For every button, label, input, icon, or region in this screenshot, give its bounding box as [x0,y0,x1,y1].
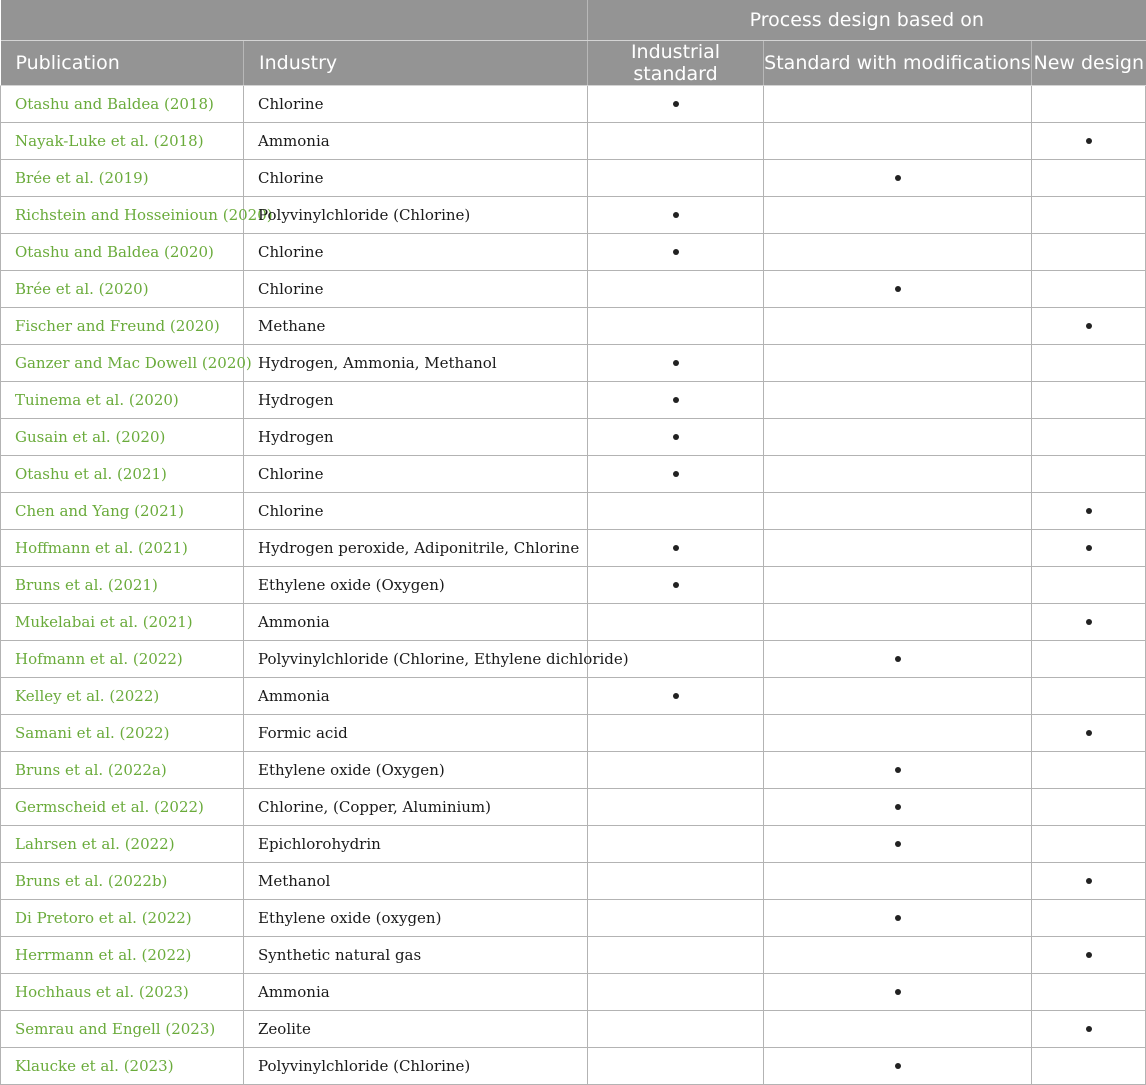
table-row [1,233,1146,270]
cell-standard-with-modifications [764,714,1032,751]
cell-industrial-standard [588,270,764,307]
industry-cell: Polyvinylchloride (Chlorine) [244,196,588,233]
cell-standard-with-modifications [764,492,1032,529]
cell-standard-with-modifications [764,1047,1032,1084]
bullet-mark-icon [1086,138,1092,144]
publication-link[interactable]: Hochhaus et al. (2023) [1,973,244,1010]
bullet-mark-icon [895,656,901,662]
table-row [1,788,1146,825]
cell-standard-with-modifications [764,899,1032,936]
cell-industrial-standard [588,307,764,344]
industry-cell: Polyvinylchloride (Chlorine, Ethylene dichloride) [244,640,588,677]
cell-new-design [1032,196,1146,233]
cell-standard-with-modifications [764,233,1032,270]
table-row [1,1047,1146,1084]
table-row [1,307,1146,344]
cell-industrial-standard [588,677,764,714]
cell-industrial-standard [588,899,764,936]
industry-cell: Methanol [244,862,588,899]
publication-link[interactable]: Richstein and Hosseinioun (2020) [1,196,244,233]
publication-link[interactable]: Gusain et al. (2020) [1,418,244,455]
table-row [1,122,1146,159]
cell-new-design [1032,492,1146,529]
industry-cell: Ethylene oxide (Oxygen) [244,751,588,788]
bullet-mark-icon [1086,730,1092,736]
industry-cell: Chlorine [244,159,588,196]
table-row [1,973,1146,1010]
cell-new-design [1032,270,1146,307]
industry-cell: Chlorine, (Copper, Aluminium) [244,788,588,825]
table-row [1,529,1146,566]
cell-new-design [1032,529,1146,566]
publication-link[interactable]: Otashu and Baldea (2020) [1,233,244,270]
cell-industrial-standard [588,492,764,529]
cell-industrial-standard [588,936,764,973]
cell-new-design [1032,344,1146,381]
table-row [1,825,1146,862]
publication-link[interactable]: Nayak-Luke et al. (2018) [1,122,244,159]
bullet-mark-icon [673,249,679,255]
cell-industrial-standard [588,381,764,418]
table-body [1,85,1146,1084]
table-row [1,603,1146,640]
industry-cell: Ethylene oxide (oxygen) [244,899,588,936]
cell-industrial-standard [588,862,764,899]
cell-standard-with-modifications [764,159,1032,196]
publication-link[interactable]: Ganzer and Mac Dowell (2020) [1,344,244,381]
industry-cell: Ammonia [244,122,588,159]
industry-cell: Chlorine [244,492,588,529]
cell-standard-with-modifications [764,936,1032,973]
table-row [1,936,1146,973]
publication-link[interactable]: Otashu et al. (2021) [1,455,244,492]
table-row [1,455,1146,492]
cell-industrial-standard [588,1010,764,1047]
cell-standard-with-modifications [764,566,1032,603]
cell-new-design [1032,233,1146,270]
publication-link[interactable]: Chen and Yang (2021) [1,492,244,529]
bullet-mark-icon [895,767,901,773]
table-row [1,418,1146,455]
industry-cell: Methane [244,307,588,344]
cell-new-design [1032,751,1146,788]
bullet-mark-icon [895,175,901,181]
bullet-mark-icon [1086,545,1092,551]
publication-link[interactable]: Hoffmann et al. (2021) [1,529,244,566]
cell-standard-with-modifications [764,603,1032,640]
bullet-mark-icon [895,841,901,847]
publication-link[interactable]: Brée et al. (2020) [1,270,244,307]
cell-industrial-standard [588,751,764,788]
cell-standard-with-modifications [764,122,1032,159]
cell-industrial-standard [588,1047,764,1084]
bullet-mark-icon [1086,323,1092,329]
bullet-mark-icon [673,360,679,366]
cell-industrial-standard [588,973,764,1010]
cell-new-design [1032,862,1146,899]
cell-standard-with-modifications [764,270,1032,307]
cell-new-design [1032,603,1146,640]
industry-cell: Synthetic natural gas [244,936,588,973]
publication-link[interactable]: Klaucke et al. (2023) [1,1047,244,1084]
bullet-mark-icon [673,693,679,699]
industry-cell: Ethylene oxide (Oxygen) [244,566,588,603]
cell-new-design [1032,381,1146,418]
bullet-mark-icon [1086,619,1092,625]
cell-standard-with-modifications [764,196,1032,233]
cell-new-design [1032,899,1146,936]
column-header-industrial-standard: Industrial standard [588,40,764,85]
cell-standard-with-modifications [764,677,1032,714]
cell-standard-with-modifications [764,973,1032,1010]
table-row [1,677,1146,714]
industry-cell: Chlorine [244,270,588,307]
industry-cell: Formic acid [244,714,588,751]
industry-cell: Epichlorohydrin [244,825,588,862]
cell-standard-with-modifications [764,862,1032,899]
cell-standard-with-modifications [764,788,1032,825]
bullet-mark-icon [1086,508,1092,514]
cell-new-design [1032,677,1146,714]
cell-new-design [1032,1010,1146,1047]
cell-standard-with-modifications [764,825,1032,862]
publication-link[interactable]: Di Pretoro et al. (2022) [1,899,244,936]
cell-standard-with-modifications [764,640,1032,677]
table-row [1,492,1146,529]
table-row [1,899,1146,936]
bullet-mark-icon [673,397,679,403]
bullet-mark-icon [1086,952,1092,958]
table-row [1,381,1146,418]
cell-industrial-standard [588,825,764,862]
cell-new-design [1032,122,1146,159]
publication-link[interactable]: Herrmann et al. (2022) [1,936,244,973]
bullet-mark-icon [895,286,901,292]
cell-standard-with-modifications [764,1010,1032,1047]
cell-new-design [1032,936,1146,973]
industry-cell: Zeolite [244,1010,588,1047]
cell-industrial-standard [588,233,764,270]
bullet-mark-icon [673,101,679,107]
bullet-mark-icon [895,989,901,995]
column-header-industry: Industry [244,40,588,85]
industry-cell: Chlorine [244,233,588,270]
publication-link[interactable]: Mukelabai et al. (2021) [1,603,244,640]
cell-new-design [1032,159,1146,196]
industry-cell: Polyvinylchloride (Chlorine) [244,1047,588,1084]
table-row [1,85,1146,122]
table-row [1,751,1146,788]
bullet-mark-icon [895,804,901,810]
table-row [1,159,1146,196]
table-row [1,714,1146,751]
bullet-mark-icon [1086,878,1092,884]
industry-cell: Ammonia [244,677,588,714]
cell-industrial-standard [588,455,764,492]
cell-industrial-standard [588,418,764,455]
cell-industrial-standard [588,122,764,159]
bullet-mark-icon [673,434,679,440]
header-empty-cell [1,0,588,40]
table-row [1,1010,1146,1047]
cell-standard-with-modifications [764,455,1032,492]
table-header [1,0,1146,85]
column-header-standard-with-modifications: Standard with modifications [764,40,1032,85]
cell-new-design [1032,640,1146,677]
cell-industrial-standard [588,714,764,751]
header-row-group [1,0,1146,40]
industry-cell: Ammonia [244,973,588,1010]
table-row [1,862,1146,899]
cell-standard-with-modifications [764,307,1032,344]
industry-cell: Hydrogen, Ammonia, Methanol [244,344,588,381]
cell-new-design [1032,973,1146,1010]
publication-link[interactable]: Bruns et al. (2021) [1,566,244,603]
industry-cell: Chlorine [244,85,588,122]
bullet-mark-icon [673,212,679,218]
cell-industrial-standard [588,85,764,122]
cell-new-design [1032,307,1146,344]
publication-link[interactable]: Germscheid et al. (2022) [1,788,244,825]
cell-new-design [1032,1047,1146,1084]
publication-link[interactable]: Bruns et al. (2022a) [1,751,244,788]
table-row [1,196,1146,233]
industry-cell: Chlorine [244,455,588,492]
cell-new-design [1032,418,1146,455]
cell-new-design [1032,714,1146,751]
column-header-new-design: New design [1032,40,1146,85]
publication-link[interactable]: Hofmann et al. (2022) [1,640,244,677]
cell-industrial-standard [588,603,764,640]
table-row [1,344,1146,381]
cell-new-design [1032,825,1146,862]
header-group-label: Process design based on [588,0,1146,40]
publication-link[interactable]: Samani et al. (2022) [1,714,244,751]
industry-cell: Hydrogen peroxide, Adiponitrile, Chlorine [244,529,588,566]
bullet-mark-icon [673,545,679,551]
cell-standard-with-modifications [764,344,1032,381]
cell-industrial-standard [588,566,764,603]
publication-link[interactable]: Tuinema et al. (2020) [1,381,244,418]
industry-cell: Hydrogen [244,381,588,418]
table-row [1,640,1146,677]
publication-link[interactable]: Fischer and Freund (2020) [1,307,244,344]
table-row [1,270,1146,307]
publication-link[interactable]: Kelley et al. (2022) [1,677,244,714]
cell-standard-with-modifications [764,418,1032,455]
industry-cell: Ammonia [244,603,588,640]
column-header-publication: Publication [1,40,244,85]
table-row [1,566,1146,603]
industry-cell: Hydrogen [244,418,588,455]
cell-industrial-standard [588,196,764,233]
publication-link[interactable]: Lahrsen et al. (2022) [1,825,244,862]
bullet-mark-icon [673,471,679,477]
cell-new-design [1032,788,1146,825]
publication-link[interactable]: Otashu and Baldea (2018) [1,85,244,122]
cell-new-design [1032,455,1146,492]
cell-standard-with-modifications [764,85,1032,122]
cell-standard-with-modifications [764,529,1032,566]
publication-link[interactable]: Bruns et al. (2022b) [1,862,244,899]
cell-industrial-standard [588,788,764,825]
header-row-columns [1,40,1146,85]
cell-industrial-standard [588,159,764,196]
cell-new-design [1032,566,1146,603]
publication-link[interactable]: Semrau and Engell (2023) [1,1010,244,1047]
cell-new-design [1032,85,1146,122]
cell-standard-with-modifications [764,751,1032,788]
publication-link[interactable]: Brée et al. (2019) [1,159,244,196]
cell-industrial-standard [588,344,764,381]
bullet-mark-icon [895,915,901,921]
cell-industrial-standard [588,529,764,566]
bullet-mark-icon [1086,1026,1092,1032]
bullet-mark-icon [673,582,679,588]
bullet-mark-icon [895,1063,901,1069]
cell-standard-with-modifications [764,381,1032,418]
